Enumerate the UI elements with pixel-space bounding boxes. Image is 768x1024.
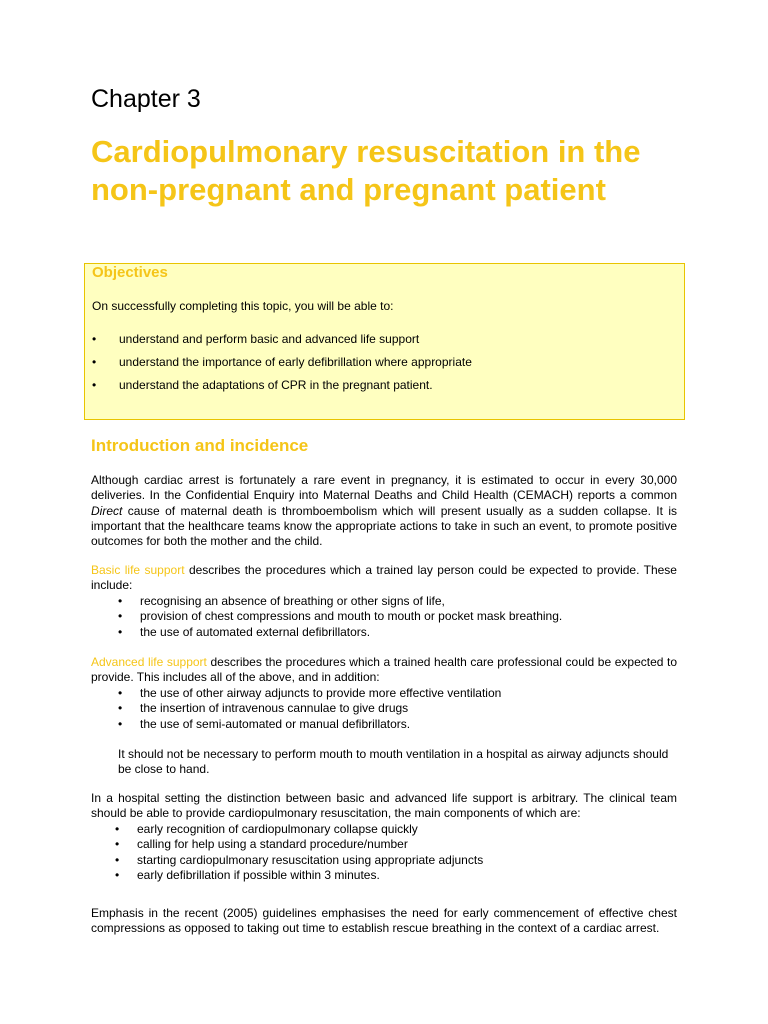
bullet-icon: •: [92, 332, 97, 346]
paragraph-hospital-setting: In a hospital setting the distinction between basic and advanced life support is arbitrary. The clinical team should be able to provide cardiopulmonary resuscitation, the main components of which are:: [91, 791, 677, 821]
list-item: • early defibrillation if possible within 3 minutes.: [113, 868, 673, 883]
bullet-icon: •: [92, 378, 97, 392]
term-advanced-life-support: Advanced life support: [91, 655, 207, 669]
section-heading-introduction: Introduction and incidence: [91, 436, 309, 455]
objectives-list: [85, 332, 684, 401]
list-item: • recognising an absence of breathing or other signs of life,: [116, 594, 676, 609]
list-item: • the insertion of intravenous cannulae to give drugs: [116, 701, 676, 716]
objective-item: • understand the adaptations of CPR in the pregnant patient.: [92, 378, 433, 392]
objective-item: • understand and perform basic and advanced life support: [92, 332, 420, 346]
chapter-label: Chapter 3: [91, 85, 201, 113]
paragraph-incidence: Although cardiac arrest is fortunately a rare event in pregnancy, it is estimated to occur in every 30,000 deliveries. In the Confidential Enquiry into Maternal Deaths and Child Health (CEMACH) reports a common Direct cause of maternal death is thromboembolism which will present usually as a sudden collapse. It is important that the healthcare teams know the appropriate actions to take in such an event, to promote positive outcomes for both the mother and the child.: [91, 473, 677, 549]
hospital-list: [113, 822, 673, 883]
list-item: • provision of chest compressions and mouth to mouth or pocket mask breathing.: [116, 609, 676, 624]
objective-item: • understand the importance of early defibrillation where appropriate: [92, 355, 472, 369]
list-item: • starting cardiopulmonary resuscitation using appropriate adjuncts: [113, 853, 673, 868]
bullet-icon: •: [92, 355, 97, 369]
paragraph-basic-life-support: Basic life support describes the procedures which a trained lay person could be expected to provide. These include:: [91, 563, 677, 593]
list-item: • the use of semi-automated or manual defibrillators.: [116, 717, 676, 732]
paragraph-advanced-life-support: Advanced life support describes the procedures which a trained health care professional could be expected to provide. This includes all of the above, and in addition:: [91, 655, 678, 685]
list-item: • calling for help using a standard procedure/number: [113, 837, 673, 852]
list-item: • the use of other airway adjuncts to provide more effective ventilation: [116, 686, 676, 701]
term-basic-life-support: Basic life support: [91, 563, 185, 577]
bls-list: [116, 594, 676, 640]
objectives-heading: Objectives: [92, 264, 168, 281]
list-item: • early recognition of cardiopulmonary collapse quickly: [113, 822, 673, 837]
als-list: [116, 686, 676, 732]
objectives-intro: On successfully completing this topic, you will be able to:: [92, 299, 394, 313]
note-airway-adjuncts: It should not be necessary to perform mouth to mouth ventilation in a hospital as airway adjuncts should be close to hand.: [118, 747, 669, 777]
emphasis-direct: Direct: [91, 503, 123, 518]
paragraph-2005-guidelines: Emphasis in the recent (2005) guidelines emphasises the need for early commencement of effective chest compressions as opposed to taking out time to establish rescue breathing in the context of a cardiac arrest.: [91, 906, 677, 936]
chapter-title: Cardiopulmonary resuscitation in the non-pregnant and pregnant patient: [91, 134, 641, 207]
list-item: • the use of automated external defibrillators.: [116, 625, 676, 640]
objectives-box: [84, 263, 685, 420]
